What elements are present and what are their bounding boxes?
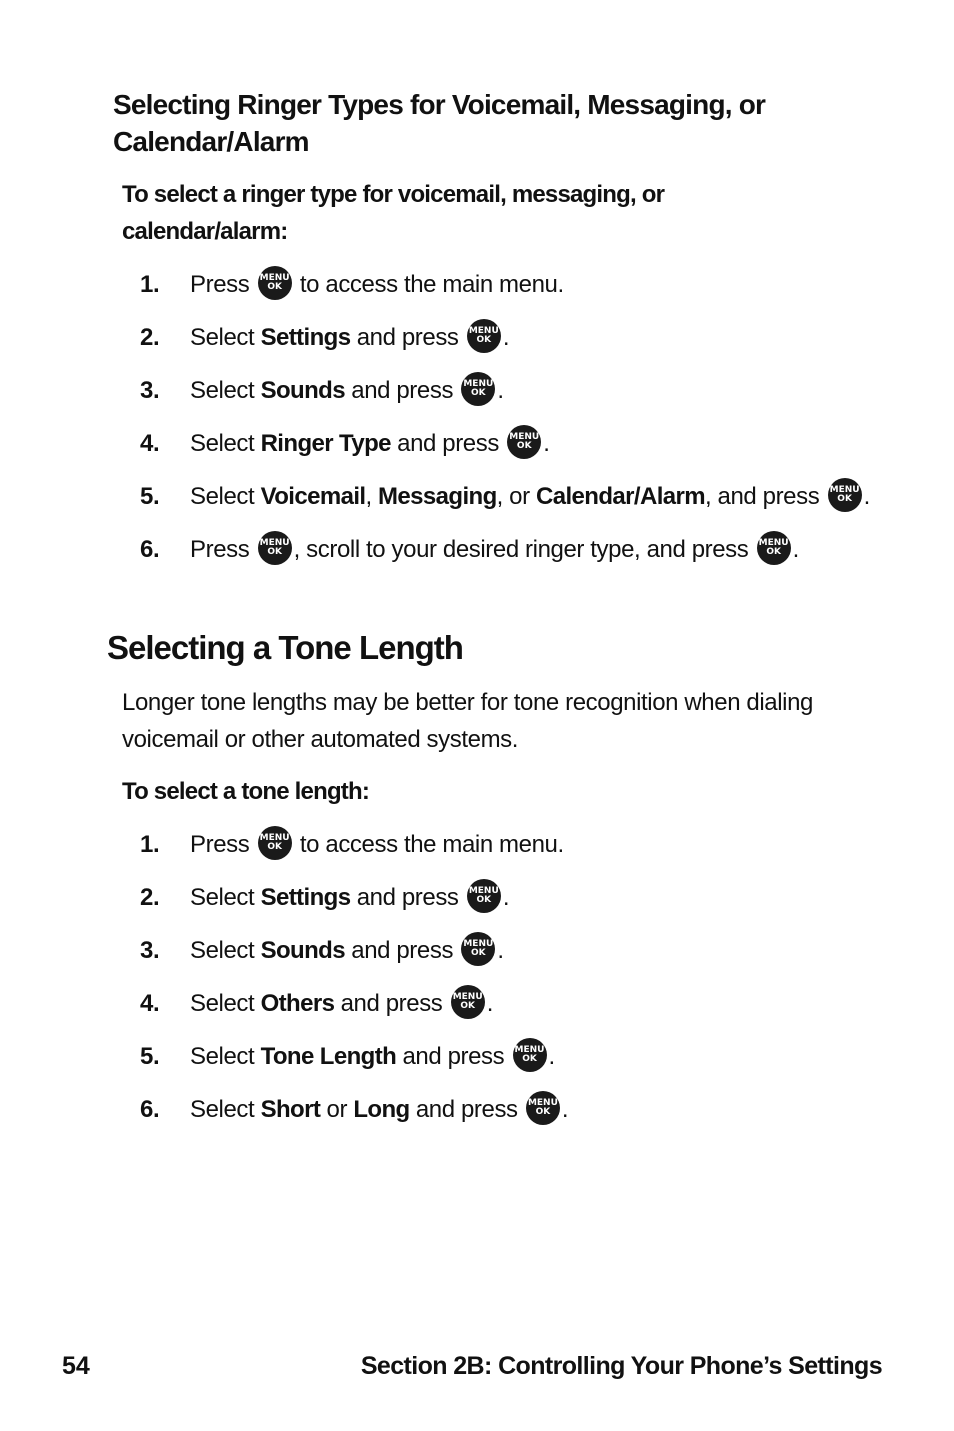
step-number: 5. bbox=[140, 1043, 160, 1070]
step-text: Press bbox=[190, 536, 256, 563]
subsection-heading: Selecting Ringer Types for Voicemail, Messaging, or Calendar/Alarm bbox=[113, 89, 766, 157]
menu-ok-key-icon: MENU OK bbox=[828, 478, 862, 512]
step-text: and press bbox=[350, 884, 465, 911]
menu-option-name: Sounds bbox=[260, 937, 345, 964]
step-text: Select bbox=[190, 1096, 261, 1123]
step-text: Select bbox=[190, 430, 261, 457]
step-text: Select bbox=[190, 884, 261, 911]
step-item: 6. Select Short or Long and press MENU OK . bbox=[140, 1090, 880, 1129]
menu-option-name: Messaging bbox=[378, 483, 497, 510]
step-text: Select bbox=[190, 377, 261, 404]
step-text: and press bbox=[409, 1096, 524, 1123]
menu-ok-key-icon: MENU OK bbox=[258, 266, 292, 300]
step-text: to access the main menu. bbox=[293, 271, 564, 298]
menu-ok-key-icon: MENU OK bbox=[451, 985, 485, 1019]
step-number: 2. bbox=[140, 324, 160, 351]
step-item: 2. Select Settings and press MENU OK . bbox=[140, 878, 880, 917]
menu-ok-key-icon: MENU OK bbox=[467, 319, 501, 353]
step-number: 3. bbox=[140, 937, 160, 964]
step-text: Select bbox=[190, 990, 261, 1017]
step-number: 1. bbox=[140, 271, 160, 298]
footer-section-title: Section 2B: Controlling Your Phone’s Settings bbox=[360, 1352, 882, 1380]
step-item: 4. Select Ringer Type and press MENU OK . bbox=[140, 424, 880, 463]
menu-option-name: Settings bbox=[260, 884, 351, 911]
tone-length-steps bbox=[140, 825, 880, 1143]
menu-ok-key-icon: MENU OK bbox=[467, 879, 501, 913]
section-heading: Selecting a Tone Length bbox=[107, 629, 463, 666]
step-number: 1. bbox=[140, 831, 160, 858]
step-text: and press bbox=[390, 430, 506, 457]
step-item bbox=[140, 265, 880, 304]
step-item: 3. Select Sounds and press MENU OK . bbox=[140, 931, 880, 970]
step-number: 4. bbox=[140, 430, 160, 457]
step-number: 6. bbox=[140, 1096, 160, 1123]
step-item bbox=[140, 825, 880, 864]
ringer-type-steps bbox=[140, 265, 880, 583]
step-text: Press bbox=[190, 271, 256, 298]
step-item: 3. Select Sounds and press MENU OK . bbox=[140, 371, 880, 410]
step-text: , scroll to your desired ringer type, and press bbox=[293, 536, 755, 563]
menu-option-name: Others bbox=[260, 990, 335, 1017]
menu-option-name: Ringer Type bbox=[260, 430, 391, 457]
step-text: and press bbox=[396, 1043, 511, 1070]
step-text: and press bbox=[344, 377, 460, 404]
menu-ok-key-icon: MENU OK bbox=[258, 531, 292, 565]
step-text: and press bbox=[334, 990, 449, 1017]
step-text: Select bbox=[190, 1043, 261, 1070]
step-item: 5. Select Tone Length and press MENU OK . bbox=[140, 1037, 880, 1076]
procedure-intro: To select a tone length: bbox=[122, 778, 370, 805]
step-item: 2. Select Settings and press MENU OK . bbox=[140, 318, 880, 357]
step-item: 6. Press MENU OK , scroll to your desired ringer type, and press MENU OK . bbox=[140, 530, 880, 569]
step-number: 4. bbox=[140, 990, 160, 1017]
procedure-intro: To select a ringer type for voicemail, messaging, or calendar/alarm: bbox=[122, 181, 665, 245]
menu-ok-key-icon: MENU OK bbox=[461, 932, 495, 966]
menu-option-name: Long bbox=[353, 1096, 410, 1123]
menu-ok-key-icon: MENU OK bbox=[461, 372, 495, 406]
step-text: Select bbox=[190, 483, 261, 510]
page-number: 54 bbox=[62, 1352, 90, 1380]
step-number: 5. bbox=[140, 483, 160, 510]
menu-ok-key-icon: MENU OK bbox=[258, 826, 292, 860]
menu-option-name: Sounds bbox=[260, 377, 345, 404]
step-item: 4. Select Others and press MENU OK . bbox=[140, 984, 880, 1023]
step-text: , and press bbox=[705, 483, 826, 510]
step-text: and press bbox=[344, 937, 460, 964]
menu-ok-key-icon: MENU OK bbox=[513, 1038, 547, 1072]
step-number: 6. bbox=[140, 536, 160, 563]
menu-option-name: Voicemail bbox=[260, 483, 366, 510]
menu-ok-key-icon: MENU OK bbox=[507, 425, 541, 459]
menu-option-name: Tone Length bbox=[260, 1043, 397, 1070]
step-text: Press bbox=[190, 831, 256, 858]
menu-ok-key-icon: MENU OK bbox=[757, 531, 791, 565]
step-text: to access the main menu. bbox=[293, 831, 564, 858]
step-text: Select bbox=[190, 937, 261, 964]
section-description: Longer tone lengths may be better for tone recognition when dialing voicemail or other automated systems. bbox=[122, 689, 814, 753]
menu-option-name: Short bbox=[260, 1096, 321, 1123]
menu-ok-key-icon: MENU OK bbox=[526, 1091, 560, 1125]
step-number: 2. bbox=[140, 884, 160, 911]
step-text: and press bbox=[350, 324, 465, 351]
menu-option-name: Calendar/Alarm bbox=[536, 483, 705, 510]
step-item: 5. Select Voicemail, Messaging, or Calendar/Alarm, and press MENU OK . bbox=[140, 477, 880, 516]
step-text: Select bbox=[190, 324, 261, 351]
menu-option-name: Settings bbox=[260, 324, 351, 351]
step-number: 3. bbox=[140, 377, 160, 404]
